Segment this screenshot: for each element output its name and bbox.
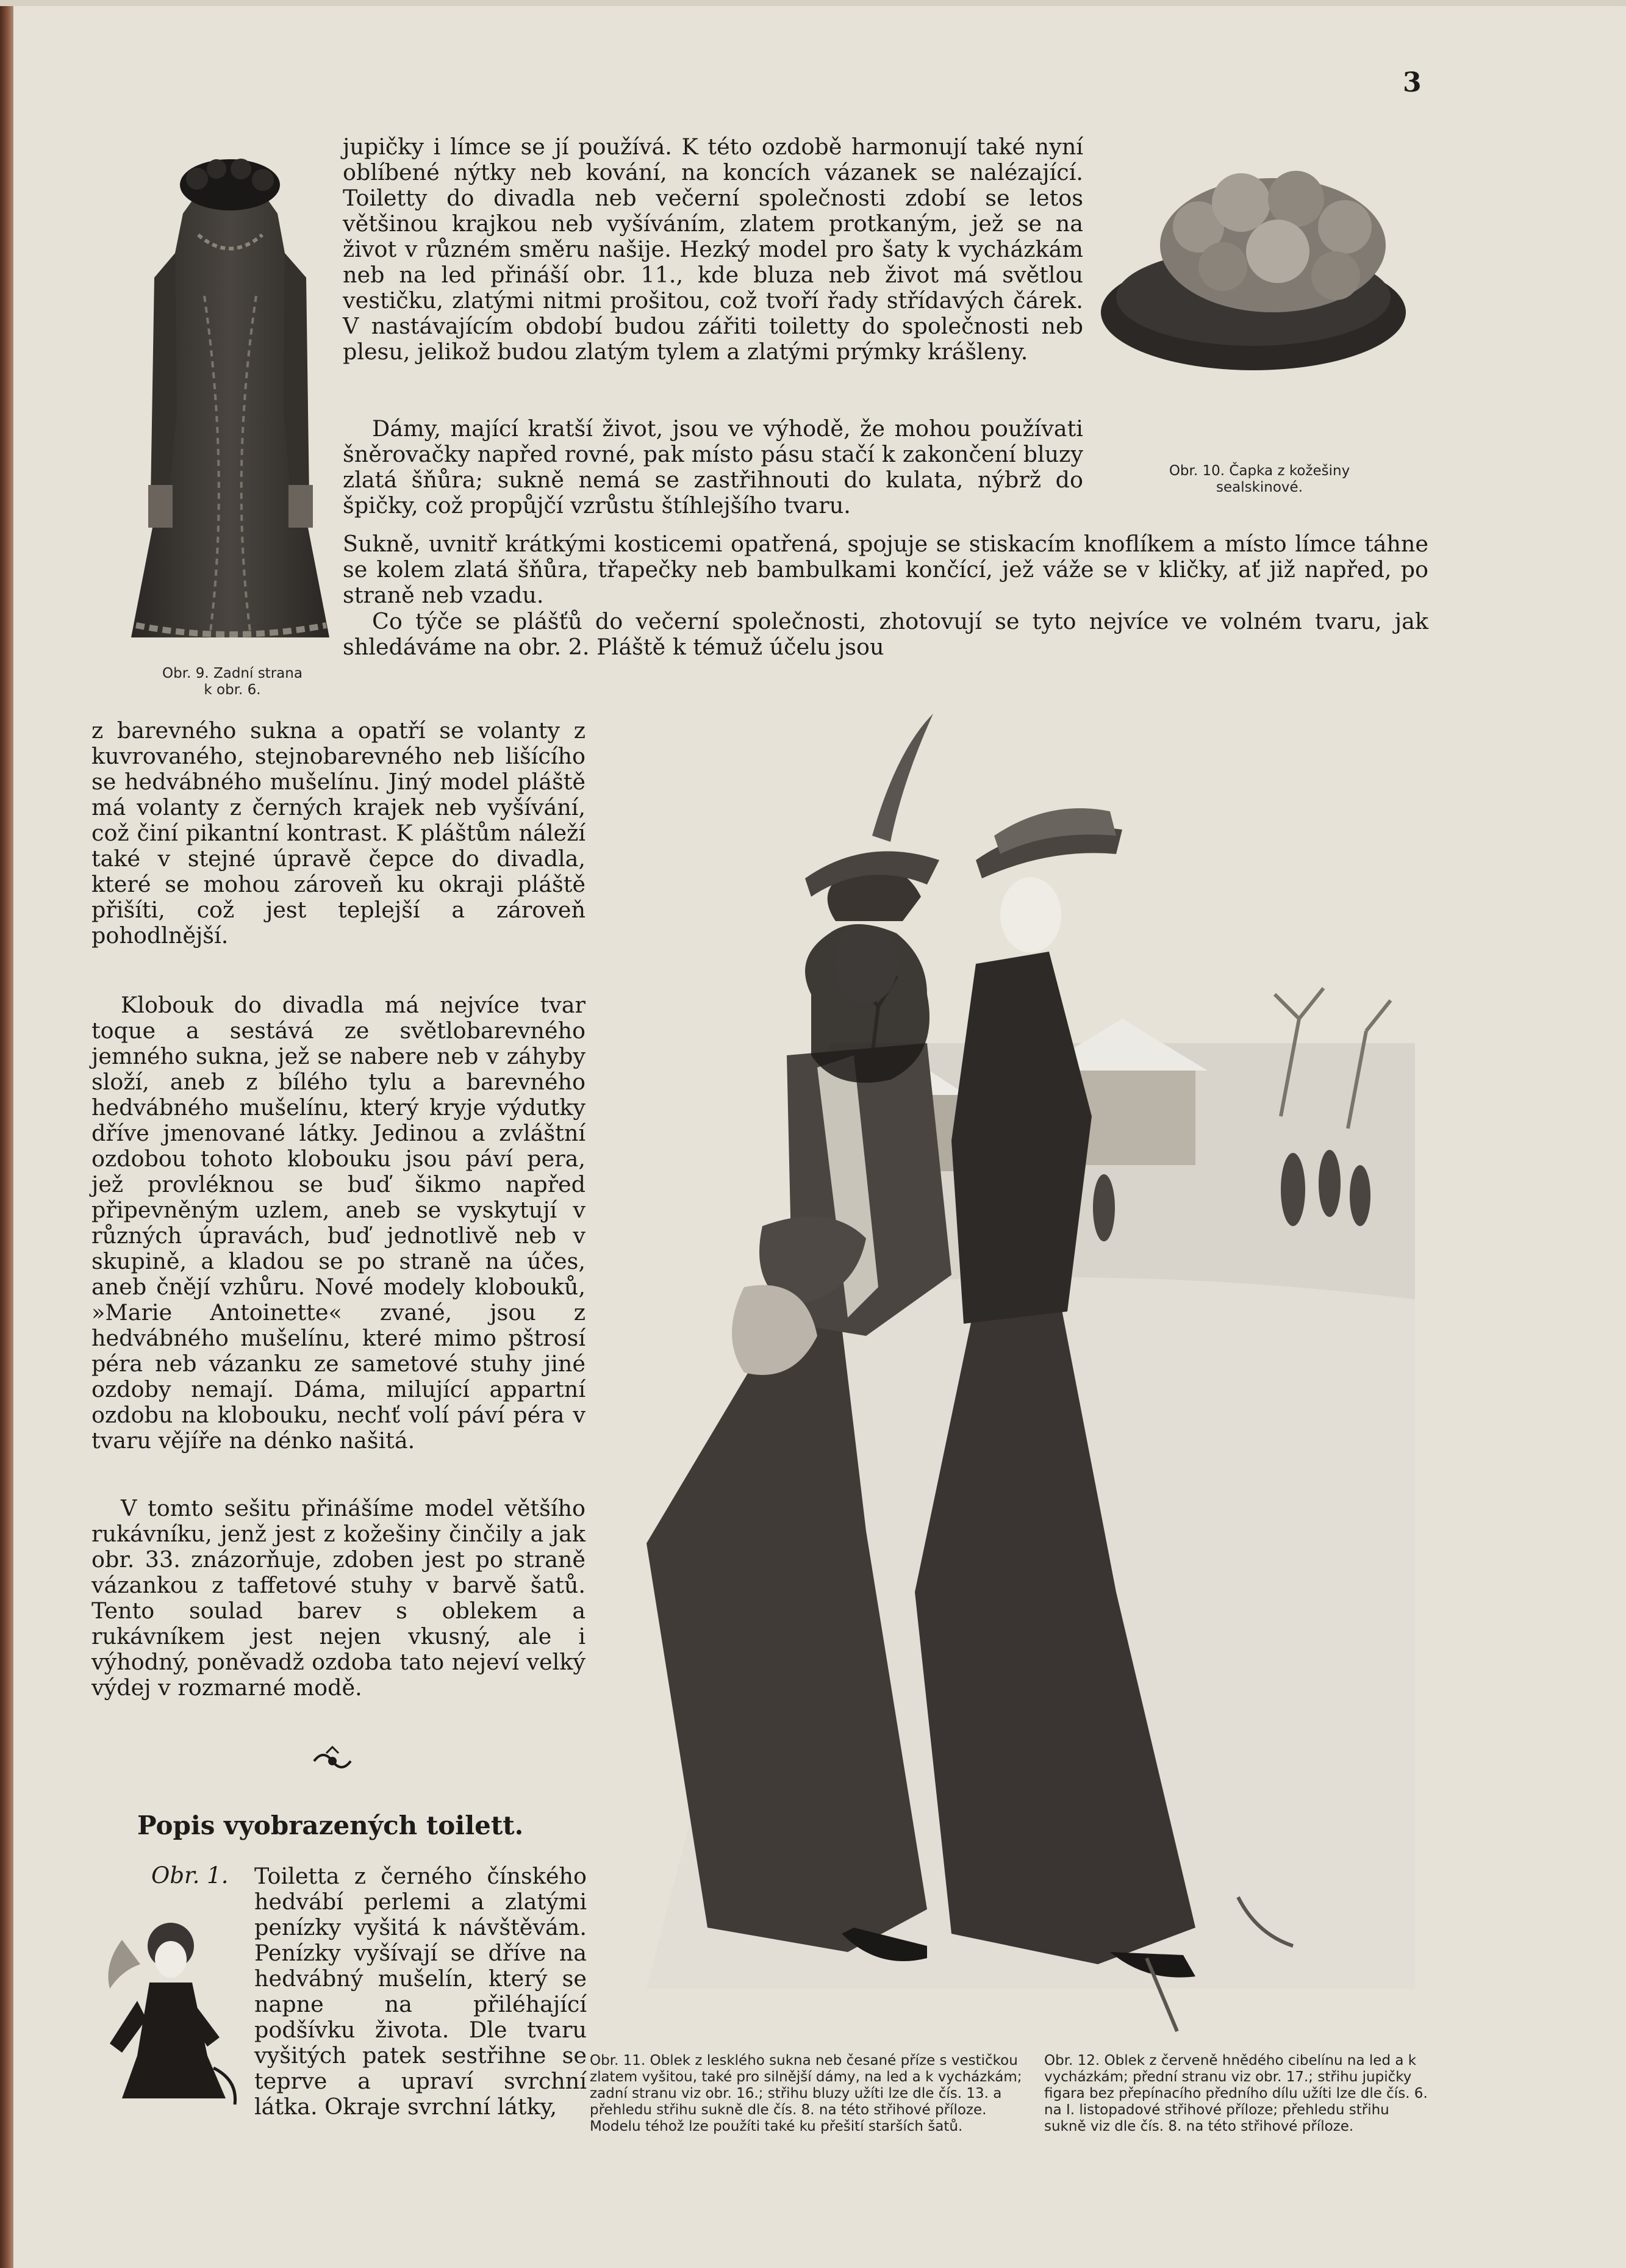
figure-11-caption: Obr. 11. Oblek z lesklého sukna neb česané příze s vestičkou zlatem vyšitou, také pro silnější dámy, na led a k vycházkám; zadní stranu viz obr. 16.; střihu bluzy užíti lze dle čís. 13. a přehledu střihu sukně dle čís. 8. na této střihové příloze. Modelu téhož lze použíti také ku přešití starších šatů. [590, 2053, 1022, 2134]
page-number: 3 [1403, 67, 1422, 98]
figure-12-caption: Obr. 12. Oblek z červeně hnědého cibelínu na led a k vycházkám; přední stranu viz obr. 17.; střihu jupičky figara bez přepínacího předního dílu užíti lze dle čís. 6. na I. listopadové střihové příloze; přehledu střihu sukně viz dle čís. 8. na této střihové příloze. [1044, 2053, 1428, 2134]
figure-fur-cap [1095, 160, 1412, 373]
paragraph-8: Toiletta z černého čínského hedvábí perlemi a zlatými penízky vyšitá k návštěvám. Penízky vyšívají se dříve na hedvábný mušelín, který se napne na přiléhající podšívku života. Dle tvaru vyšitých patek sestřihne se teprve a upraví svrchní látka. Okraje svrchní látky, [254, 1863, 587, 2120]
page-binding-edge [0, 0, 13, 2268]
figure-1-label: Obr. 1. [151, 1862, 229, 1889]
paragraph-3: Sukně, uvnitř krátkými kosticemi opatřená, spojuje se stiskacím knoflíkem a místo límce táhne se kolem zlatá šňůra, třapečky neb bambulkami končící, jež váže se v kličky, ať již napřed, po straně neb vzadu. [343, 531, 1428, 608]
ornament-divider-icon [308, 1746, 357, 1776]
paragraph-7: V tomto sešitu přinášíme model většího rukávníku, jenž jest z kožešiny činčily a jak obr. 33. znázorňuje, zdoben jest po straně vázankou z taffetové stuhy v barvě šatů. Tento soulad barev s oblekem a rukávníkem jest nejen vkusný, ale i výhodný, poněvadž ozdoba tato nejeví velký výdej v rozmarné modě. [91, 1495, 586, 1701]
figure-coat-back [125, 156, 335, 650]
paragraph-1: jupičky i límce se jí používá. K této ozdobě harmonují také nyní oblíbené nýtky neb kování, na koncích vázanek se nalézající. Toiletty do divadla neb večerní společnosti zdobí se letos většinou krajkou neb vyšíváním, zlatem protkaným, jež se na život v různém směru našije. Hezký model pro šaty k vycházkám neb na led přináší obr. 11., kde bluza neb život má světlou vestičku, zlatými nitmi prošitou, což tvoří řady střídavých čárek. V nastávajícím období budou zářiti toiletty do společnosti neb plesu, jelikož budou zlatým tylem a zlatými prýmky krášleny. [343, 134, 1083, 365]
paragraph-2: Dámy, mající kratší život, jsou ve výhodě, že mohou používati šněrovačky napřed rovné, pak místo pásu stačí k zakončení bluzy zlatá šňůra; sukně nemá se zastřihnouti do kulata, nýbrž do špičky, což propůjčí vzrůstu štíhlejšího tvaru. [343, 415, 1083, 519]
section-title: Popis vyobrazených toilett. [137, 1810, 524, 1840]
paragraph-5: z barevného sukna a opatří se volanty z kuvrovaného, stejnobarevného neb lišícího se hedvábného mušelínu. Jiný model pláště má volanty z černých krajek neb vyšívání, což činí pikantní kontrast. K pláštům náleží také v stejné úpravě čepce do divadla, které se mohou zároveň ku okraji pláště přišíti, což jest teplejší a zároveň pohodlnější. [91, 717, 586, 949]
figure-9-caption: Obr. 9. Zadní strana k obr. 6. [162, 666, 303, 698]
figure-10-caption: Obr. 10. Čapka z kožešiny sealskinové. [1169, 463, 1350, 495]
paragraph-4: Co týče se plášťů do večerní společnosti, zhotovují se tyto nejvíce ve volném tvaru, jak shledáváme na obr. 2. Pláště k témuž účelu jsou [343, 608, 1428, 660]
figure-small-lady [85, 1915, 250, 2117]
paragraph-6: Klobouk do divadla má nejvíce tvar toque a sestává ze světlobarevného jemného sukna, jež se nabere neb v záhyby složí, aneb z bílého tylu a barevného hedvábného mušelínu, který kryje výdutky dříve jmenované látky. Jedinou a zvláštní ozdobou tohoto klobouku jsou páví pera, jež provléknou se buď šikmo napřed připevněným uzlem, aneb se vyskytují v různých úpravách, buď jednotlivě neb v skupině, a kladou se po straně na účes, aneb čnějí vzhůru. Nové modely klobouků, »Marie Antoinette« zvané, jsou z hedvábného mušelínu, které mimo pštrosí péra neb vázanku ze sametové stuhy jiné ozdoby nemají. Dáma, milující appartní ozdobu na klobouku, nechť volí páví péra v tvaru vějíře na dénko našitá. [91, 992, 586, 1454]
page-top-edge [0, 0, 1626, 6]
figure-skaters-illustration [610, 677, 1427, 2053]
